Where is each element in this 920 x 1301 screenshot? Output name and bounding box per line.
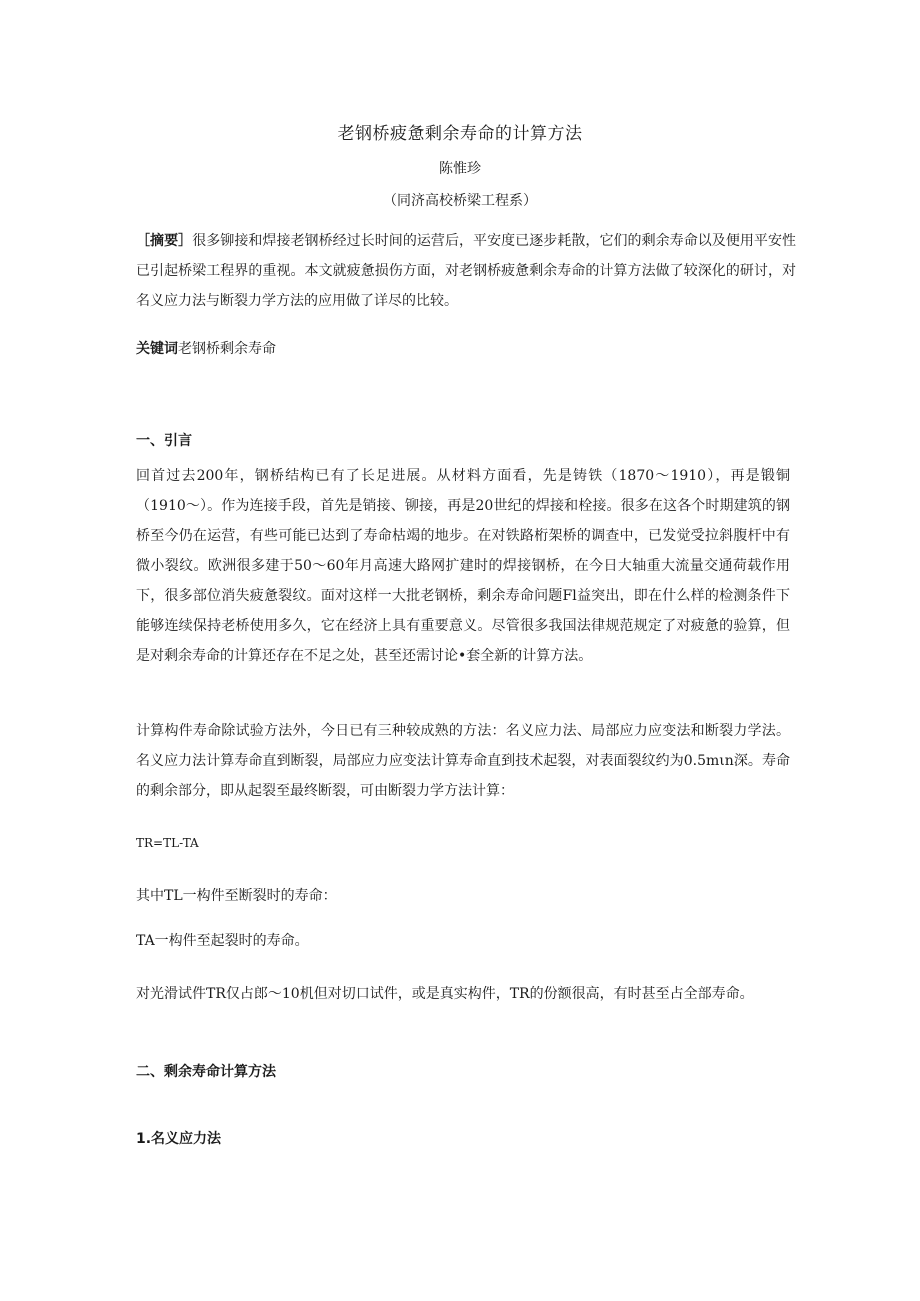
keywords-text: 老钢桥剩余寿命 xyxy=(178,341,276,357)
subsection-heading-nominal-stress: 1.名义应力法 xyxy=(136,1131,222,1147)
author-affiliation: （同济高校桥梁工程系） xyxy=(383,193,537,209)
keywords-label: 关键词 xyxy=(136,341,178,357)
intro-paragraph-1: 回首过去200年，钢桥结构已有了长足进展。从材料方面看，先是铸铁（1870～1910），再是锻铜（1910～）。作为连接手段，首先是销接、铆接，再是20世纪的焊接和栓接。很多在这各个时期建筑的钢桥至今仍在运营，有些可能已达到了寿命枯竭的地步。在对铁路桁架桥的调查中，已发觉受拉斜腹杆中有微小裂纹。欧洲很多建于50～60年月高速大路网扩建时的焊接钢桥，在今日大轴重大流量交通荷载作用下，很多部位消失疲惫裂纹。面对这样一大批老钢桥，剩余寿命问题Fl益突出，即在什么样的检测条件下能够连续保持老桥使用多久，它在经济上具有重要意义。尽管很多我国法律规范规定了对疲惫的验算，但是对剩余寿命的计算还存在不足之处，甚至还需讨论•套全新的计算方法。 xyxy=(136,468,790,664)
intro-paragraph-2: 计算构件寿命除试验方法外，今日已有三种较成熟的方法：名义应力法、局部应力应变法和断裂力学法。名义应力法计算寿命直到断裂，局部应力应变法计算寿命直到技术起裂，对表面裂纹约为0.5mιn深。寿命的剩余部分，即从起裂至最终断裂，可由断裂力学方法计算： xyxy=(136,723,790,799)
definition-ta: TA一构件至起裂时的寿命。 xyxy=(136,933,309,949)
abstract xyxy=(136,226,796,316)
keywords xyxy=(136,338,796,358)
abstract-text: 很多铆接和焊接老钢桥经过长时间的运营后，平安度已逐步耗散，它们的剩余寿命以及便用平安性已引起桥梁工程界的重视。本文就疲惫损伤方面，对老钢桥疲惫剩余寿命的计算方法做了较深化的研讨，对名义应力法与断裂力学方法的应用做了详尽的比较。 xyxy=(136,233,797,309)
section-heading-introduction: 一、引言 xyxy=(136,433,192,449)
abstract-label: ［摘要］ xyxy=(136,233,193,249)
section-heading-methods: 二、剩余寿命计算方法 xyxy=(136,1064,276,1080)
formula: TR=TL-TA xyxy=(136,836,199,850)
tr-share-note: 对光滑试件TR仅占郎～10机但对切口试件，或是真实构件，TR的份额很高，有时甚至占全部寿命。 xyxy=(136,986,754,1002)
definition-tl: 其中TL一构件至断裂时的寿命： xyxy=(136,888,337,904)
author-name: 陈惟珍 xyxy=(439,161,481,177)
document-title: 老钢桥疲惫剩余寿命的计算方法 xyxy=(337,124,583,144)
